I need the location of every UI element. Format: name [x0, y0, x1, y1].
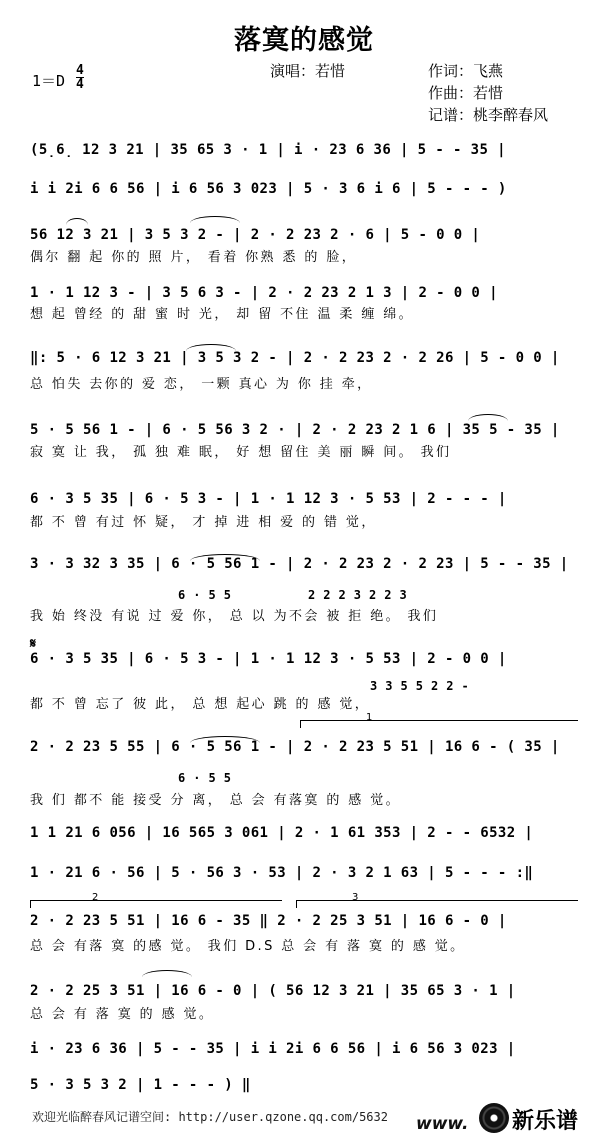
time-signature [76, 64, 84, 91]
harmony-line: 6 · 5 5 [178, 771, 232, 785]
notation-row: ‖: 5 · 6 12 3 21 | 3 5 3 2 - | 2 · 2 23 2 · 2 26 | 5 - 0 0 | [30, 350, 560, 366]
harmony-line: 3 3 5 5 2 2 - [370, 679, 470, 693]
volta-number: 1 [366, 712, 373, 723]
notation-row: 2 · 2 25 3 51 | 16 6 - 0 | ( 56 12 3 21 | 35 65 3 · 1 | [30, 983, 516, 999]
notation-row: 56 12 3 21 | 3 5 3 2 - | 2 · 2 23 2 · 6 | 5 - 0 0 | [30, 227, 481, 243]
notation-row: 6 · 3 5 35 | 6 · 5 3 - | 1 · 1 12 3 · 5 53 | 2 - 0 0 | [30, 651, 507, 667]
notation-row: 1 · 21 6 · 56 | 5 · 56 3 · 53 | 2 · 3 2 1 63 | 5 - - - :‖ [30, 865, 534, 881]
transcriber-credit: 记谱：桃李醉春风 [428, 106, 549, 124]
volta-number: 2 [92, 892, 99, 903]
volta-bracket-2 [30, 900, 282, 901]
lyric-line: 总 会 有落 寞 的感 觉。 我们 D.S 总 会 有 落 寞 的 感 觉。 [30, 939, 466, 954]
volta-tick [300, 720, 301, 728]
volta-bracket-3 [296, 900, 578, 901]
meter-bottom: 4 [76, 77, 84, 92]
lyric-line: 都 不 曾 有过 怀 疑， 才 掉 进 相 爱 的 错 觉， [30, 515, 377, 530]
notation-row: (5̣6̣ 12 3 21 | 35 65 3 · 1 | i · 23 6 36 | 5 - - 35 | [30, 142, 506, 158]
lyric-line: 偶尔 翻 起 你的 照 片， 看着 你熟 悉 的 脸， [30, 250, 358, 265]
volta-tick [296, 900, 297, 908]
score-title: 落寞的感觉 [234, 25, 374, 56]
notation-row: i · 23 6 36 | 5 - - 35 | i i 2i 6 6 56 | i 6 56 3 023 | [30, 1041, 516, 1057]
segno-sign: 𝄋 [30, 636, 37, 652]
slur-mark [190, 736, 260, 743]
notation-row: 5 · 5 56 1 - | 6 · 5 56 3 2 · | 2 · 2 23 2 1 6 | 35 5 - 35 | [30, 422, 560, 438]
lyric-line: 总 怕失 去你的 爱 恋， 一颗 真心 为 你 挂 牵， [30, 377, 373, 392]
lyric-line: 想 起 曾经 的 甜 蜜 时 光， 却 留 不住 温 柔 缠 绵。 [30, 307, 415, 322]
footer-url-text: 欢迎光临醉春风记谱空间: http://user.qzone.qq.com/5632 [32, 1110, 388, 1124]
slur-mark [190, 554, 260, 561]
watermark-text: www. [416, 1114, 469, 1134]
notation-row: 3 · 3 32 3 35 | 6 · 5 56 1 - | 2 · 2 23 2 · 2 23 | 5 - - 35 | [30, 556, 569, 572]
harmony-line: 6 · 5 5 [178, 588, 232, 602]
slur-mark [142, 970, 192, 977]
lyric-line: 总 会 有 落 寞 的 感 觉。 [30, 1007, 215, 1022]
record-disc-icon [479, 1103, 509, 1133]
key-signature: 1＝D [32, 72, 66, 90]
notation-row: 1 1 21 6 056 | 16 565 3 061 | 2 · 1 61 353 | 2 - - 6532 | [30, 825, 534, 841]
volta-number: 3 [352, 892, 359, 903]
notation-row: 5 · 3 5 3 2 | 1 - - - ) ‖ [30, 1077, 251, 1093]
lyric-line: 都 不 曾 忘了 彼 此， 总 想 起心 跳 的 感 觉， [30, 697, 371, 712]
notation-row: 2 · 2 23 5 55 | 6 · 5 56 1 - | 2 · 2 23 5 51 | 16 6 - ( 35 | [30, 739, 560, 755]
harmony-line: 2 2 2 3 2 2 3 [308, 588, 408, 602]
lyricist-credit: 作词：飞燕 [428, 62, 504, 80]
notation-row: 1 · 1 12 3 - | 3 5 6 3 - | 2 · 2 23 2 1 3 | 2 - 0 0 | [30, 285, 498, 301]
volta-tick [30, 900, 31, 908]
notation-row: 2 · 2 23 5 51 | 16 6 - 35 ‖ 2 · 2 25 3 51 | 16 6 - 0 | [30, 913, 507, 929]
slur-mark [66, 218, 88, 225]
slur-mark [186, 344, 236, 351]
singer-credit: 演唱：若惜 [270, 62, 346, 80]
lyric-line: 寂 寞 让 我， 孤 独 难 眠， 好 想 留住 美 丽 瞬 间。 我们 [30, 445, 452, 460]
meter-top: 4 [76, 63, 84, 78]
lyric-line: 我 们 都不 能 接受 分 离， 总 会 有落寞 的 感 觉。 [30, 793, 401, 808]
site-logo-text: 新乐谱 [512, 1109, 579, 1134]
notation-row: 6 · 3 5 35 | 6 · 5 3 - | 1 · 1 12 3 · 5 53 | 2 - - - | [30, 491, 507, 507]
volta-bracket-1 [300, 720, 578, 721]
slur-mark [468, 414, 508, 421]
slur-mark [190, 216, 240, 223]
notation-row: i i 2i 6 6 56 | i 6 56 3 023 | 5 · 3 6 i 6 | 5 - - - ) [30, 181, 507, 197]
lyric-line: 我 始 终没 有说 过 爱 你， 总 以 为不会 被 拒 绝。 我们 [30, 609, 439, 624]
composer-credit: 作曲：若惜 [428, 84, 504, 102]
